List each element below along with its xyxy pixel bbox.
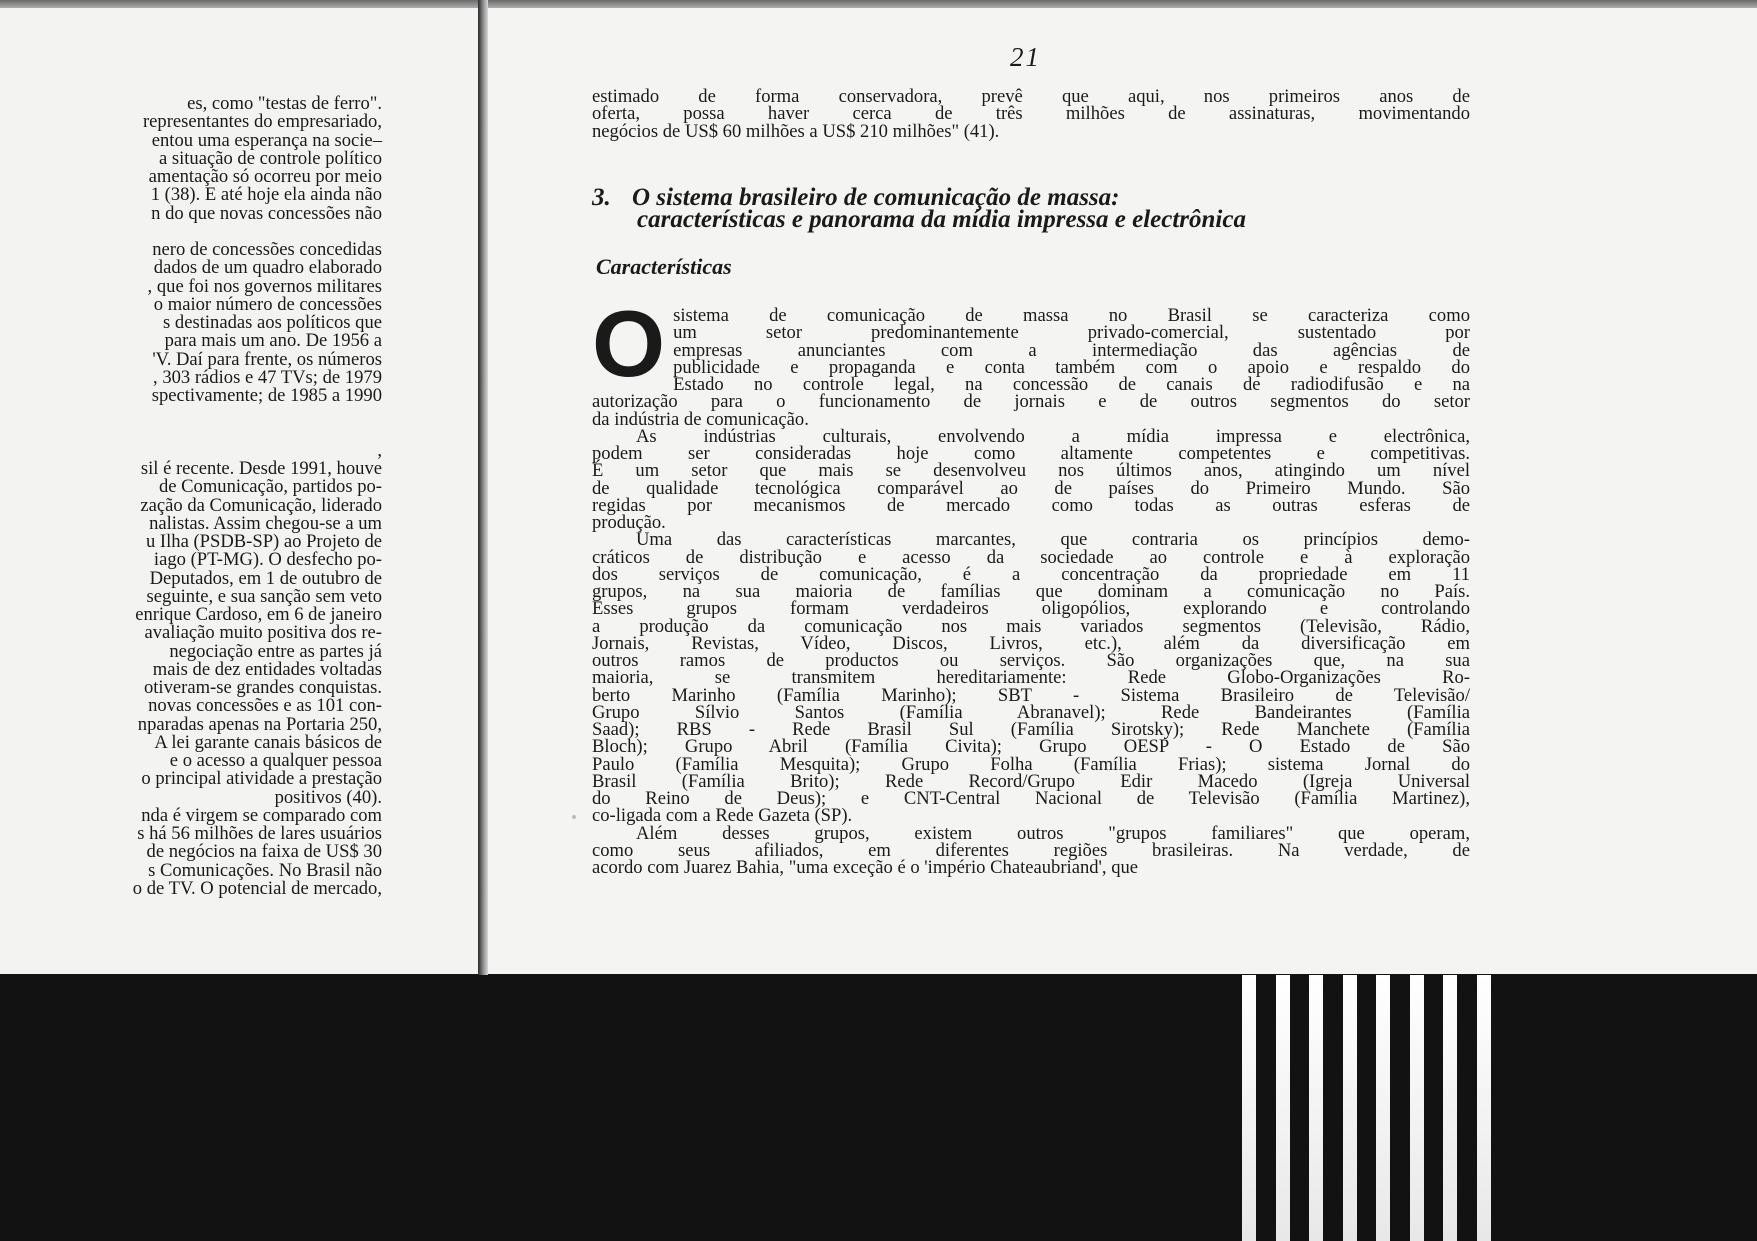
paragraph-1-line: um setor predominantemente privado-comercial, sustentado por <box>673 322 1470 344</box>
left-page-line: s há 56 milhões de lares usuários <box>137 823 382 844</box>
intro-line: oferta, possa haver cerca de três milhões de assinaturas, movimentando <box>592 103 1470 125</box>
left-page-line: de negócios na faixa de US$ 30 <box>146 841 382 863</box>
left-page-line: , 303 rádios e 47 TVs; de 1979 <box>153 366 382 388</box>
paragraph-1-line: Estado no controle legal, na concessão de canais de radiodifusão e na <box>673 374 1470 395</box>
paragraph-2-line: É um setor que mais se desenvolveu nos últimos anos, atingindo um nível <box>592 460 1470 482</box>
paragraph-1-line: sistema de comunicação de massa no Brasil se caracteriza como <box>673 305 1470 326</box>
intro-line: estimado de forma conservadora, prevê que aqui, nos primeiros anos de <box>592 86 1470 107</box>
paragraph-3-line: Uma das características marcantes, que contraria os princípios demo- <box>636 529 1470 551</box>
left-page-line: positivos (40). <box>274 786 382 808</box>
left-page-line: mais de dez entidades voltadas <box>152 658 382 680</box>
left-page <box>0 8 478 974</box>
paragraph-3-line: co-ligada com a Rede Gazeta (SP). <box>592 805 853 827</box>
left-page-line: o maior número de concessões <box>153 293 382 315</box>
paragraph-1-line: da indústria de comunicação. <box>592 408 809 430</box>
left-page-line: o de TV. O potencial de mercado, <box>132 877 382 899</box>
paragraph-2-line: de qualidade tecnológica comparável ao de países do Primeiro Mundo. São <box>592 477 1470 499</box>
paragraph-3-line: dos serviços de comunicação, é a concentração da propriedade em 11 <box>592 563 1470 585</box>
left-page-line: nero de concessões concedidas <box>152 239 382 260</box>
left-page-line <box>0 405 382 423</box>
left-page-line: iago (PT-MG). O desfecho po- <box>153 549 382 571</box>
left-page-line: , <box>377 439 382 461</box>
paragraph-3-line: grupos, na sua maioria de famílias que dominam a comunicação no País. <box>592 581 1470 602</box>
left-page-line: 1 (38). E até hoje ela ainda não <box>150 184 382 206</box>
left-page-line: sil é recente. Desde 1991, houve <box>140 458 382 479</box>
left-page-line: n do que novas concessões não <box>151 202 382 224</box>
paragraph-1-line: autorização para o funcionamento de jornais e de outros segmentos do setor <box>592 391 1470 413</box>
left-page-line: s destinadas aos políticos que <box>163 312 382 333</box>
left-page-line: zação da Comunicação, liderado <box>140 494 382 516</box>
left-page-line: e o acesso a qualquer pessoa <box>169 750 382 771</box>
left-page-line: nda é virgem se comparado com <box>141 804 382 826</box>
paragraph-1-line: empresas anunciantes com a intermediação das agências de <box>673 339 1470 361</box>
paragraph-4-line: como seus afiliados, em diferentes regiões brasileiras. Na verdade, de <box>592 839 1470 861</box>
paragraph-2-line: As indústrias culturais, envolvendo a mídia impressa e electrônica, <box>636 425 1470 447</box>
left-page-line: novas concessões e as 101 con- <box>148 695 382 717</box>
left-page-line: A lei garante canais básicos de <box>154 731 382 753</box>
left-page-line: s Comunicações. No Brasil não <box>148 859 382 881</box>
intro-line: negócios de US$ 60 milhões a US$ 210 milhões" (41). <box>592 120 1000 142</box>
paragraph-3-line: maioria, se transmitem hereditariamente: Rede Globo-Organizações Ro- <box>592 667 1470 689</box>
left-page-line: representantes do empresariado, <box>142 111 382 133</box>
page-number: 21 <box>1010 42 1041 72</box>
left-page-line: u Ilha (PSDB-SP) ao Projeto de <box>145 531 382 552</box>
paragraph-3-line: cráticos de distribução e acesso da sociedade ao controle e à exploração <box>592 546 1470 568</box>
left-page-line: , que foi nos governos militares <box>147 275 382 297</box>
left-page-line: Deputados, em 1 de outubro de <box>149 567 382 589</box>
left-page-line: spectivamente; de 1985 a 1990 <box>151 385 382 406</box>
scanner-stripe <box>1410 975 1424 1241</box>
left-page-line: es, como "testas de ferro". <box>187 93 382 114</box>
margin-mark <box>572 815 576 819</box>
paragraph-3-line: Bloch); Grupo Abril (Família Civita); Grupo OESP - O Estado de São <box>592 736 1470 758</box>
drop-cap: O <box>592 291 666 396</box>
paragraph-3-line: Saad); RBS - Rede Brasil Sul (Família Sirotsky); Rede Manchete (Família <box>592 719 1470 740</box>
left-page-text <box>0 95 382 898</box>
left-page-line: o principal atividade a prestação <box>141 768 382 790</box>
left-page-line: amentação só ocorreu por meio <box>148 166 382 187</box>
book-gutter <box>478 0 488 975</box>
section-number: 3. <box>592 184 611 211</box>
paragraph-1-line: publicidade e propaganda e conta também com o apoio e respaldo do <box>673 356 1470 378</box>
section-title-line1: O sistema brasileiro de comunicação de massa: <box>632 184 1120 211</box>
left-page-line: 'V. Daí para frente, os números <box>152 348 382 370</box>
section-title-line2: características e panorama da mídia impressa e electrônica <box>637 206 1246 233</box>
paragraph-2-line: regidas por mecanismos de mercado como todas as outras esferas de <box>592 494 1470 516</box>
paragraph-3-line: outros ramos de productos ou serviços. São organizações que, na sua <box>592 650 1470 671</box>
paragraph-4-line: Além desses grupos, existem outros "grupos familiares" que operam, <box>636 822 1470 844</box>
paragraph-3-line: Brasil (Família Brito); Rede Record/Grupo Edir Macedo (Igreja Universal <box>592 770 1470 792</box>
paragraph-3-line: Grupo Sílvio Santos (Família Abranavel); Rede Bandeirantes (Família <box>592 701 1470 723</box>
scanner-stripes <box>1210 975 1757 1241</box>
left-page-line: otiveram-se grandes conquistas. <box>143 677 382 698</box>
paragraph-3-line: Esses grupos formam verdadeiros oligopólios, explorando e controlando <box>592 598 1470 620</box>
left-page-line: nalistas. Assim chegou-se a um <box>149 512 382 534</box>
paragraph-3-line: Jornais, Revistas, Vídeo, Discos, Livros, etc.), além da diversificação em <box>592 632 1470 654</box>
left-page-line: entou uma esperança na socie– <box>151 129 382 151</box>
left-page-line <box>0 424 382 442</box>
scanner-stripe <box>1443 975 1457 1241</box>
paragraph-3-line: berto Marinho (Família Marinho); SBT - Sistema Brasileiro de Televisão/ <box>592 684 1470 706</box>
paragraph-3-line: do Reino de Deus); e CNT-Central Nacional de Televisão (Família Martinez), <box>592 788 1470 809</box>
left-page-line: seguinte, e sua sanção sem veto <box>146 585 382 607</box>
scanner-stripe <box>1276 975 1290 1241</box>
paragraph-2-line: produção. <box>592 512 666 533</box>
left-page-line: de Comunicação, partidos po- <box>158 476 382 498</box>
section-heading <box>592 184 1472 233</box>
left-page-line: a situação de controle político <box>158 147 382 169</box>
left-page-line: para mais um ano. De 1956 a <box>164 330 382 352</box>
paragraph-3-line: Paulo (Família Mesquita); Grupo Folha (Família Frias); sistema Jornal do <box>592 753 1470 775</box>
left-page-line: dados de um quadro elaborado <box>153 257 382 279</box>
scanner-stripe <box>1343 975 1357 1241</box>
intro-paragraph <box>592 88 1470 140</box>
paragraph-3-line: a produção da comunicação nos mais variados segmentos (Televisão, Rádio, <box>592 615 1470 637</box>
scanner-stripe <box>1477 975 1491 1241</box>
left-page-line: avaliação muito positiva dos re- <box>144 622 382 644</box>
paragraph-2-line: podem ser consideradas hoje como altamente competentes e competitivas. <box>592 443 1470 464</box>
scanner-stripe <box>1309 975 1323 1241</box>
left-page-line: enrique Cardoso, em 6 de janeiro <box>135 604 382 625</box>
scanner-stripe <box>1242 975 1256 1241</box>
left-page-line: nparadas apenas na Portaria 250, <box>137 713 382 735</box>
scanner-stripe <box>1376 975 1390 1241</box>
subheading: Características <box>596 254 732 279</box>
body-text <box>592 291 1470 878</box>
paragraph-4-line: acordo com Juarez Bahia, "uma exceção é o 'império Chateaubriand', que <box>592 857 1139 878</box>
left-page-line: negociação entre as partes já <box>169 640 382 662</box>
